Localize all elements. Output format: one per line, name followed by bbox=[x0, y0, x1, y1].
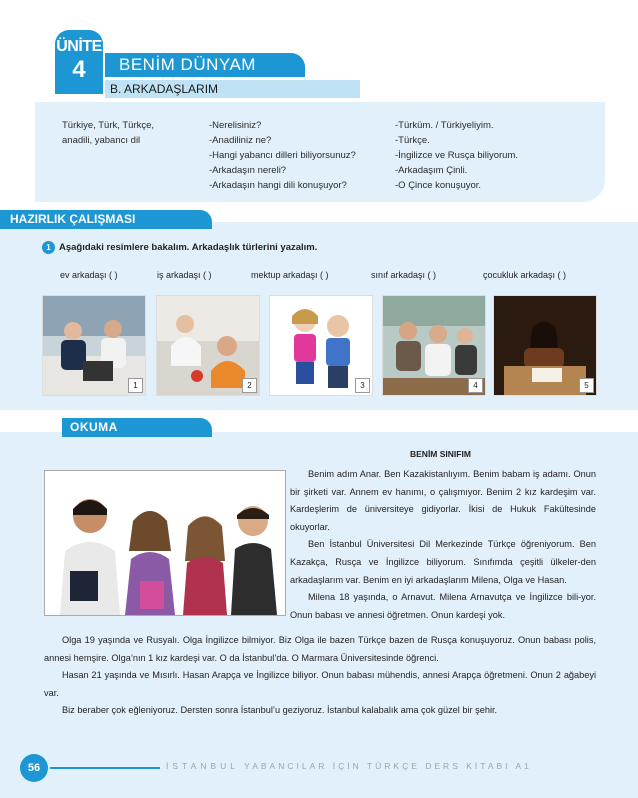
paragraph-anar-intro: Benim adım Anar. Ben Kazakistanlıyım. Benim babam iş adamı. Onun bir şirketi var. Annem ev hanımı, o çalışmıyor. Benim 2 kız kardeşim var. Kardeşlerim de üniversiteye gidiyorlar. İkisi de Hukuk Fakültesinde okuyorlar. bbox=[290, 469, 596, 532]
paragraph-olga: Olga 19 yaşında ve Rusyalı. Olga İngilizce bilmiyor. Biz Olga ile bazen Türkçe bazen de Rusça konuşuyoruz. Onun babası polis, annesi hemşire. Olga’nın 1 kız kardeşi var. O da İstanbul’da. O Marmara Üniversitesinde öğrenci. bbox=[44, 635, 596, 663]
photo-classmates bbox=[382, 295, 486, 396]
answer-column bbox=[395, 118, 518, 193]
answer-line: -Türkçe. bbox=[395, 135, 430, 146]
vocab-line: Türkiye, Türk, Türkçe, bbox=[62, 120, 155, 131]
paragraph-hasan: Hasan 21 yaşında ve Mısırlı. Hasan Arapça ve İngilizce biliyor. Onun babası mühendis, annesi Arapça öğretmeni. Onun 2 ağabeyi var. bbox=[44, 670, 596, 698]
question-line: -Arkadaşın nereli? bbox=[209, 165, 287, 176]
footer-divider bbox=[50, 767, 160, 769]
option-sinif-arkadasi: sınıf arkadaşı ( ) bbox=[371, 270, 437, 280]
unit-number: 4 bbox=[72, 56, 86, 83]
subsection-title: B. ARKADAŞLARIM bbox=[105, 80, 360, 98]
option-ev-arkadasi: ev arkadaşı ( ) bbox=[60, 270, 118, 280]
unit-badge bbox=[55, 30, 103, 94]
reading-title: BENİM SINIFIM bbox=[410, 449, 471, 459]
reading-full-column bbox=[44, 632, 596, 720]
footer-book-title bbox=[166, 761, 532, 771]
unit-word: ÜNİTE bbox=[56, 38, 102, 55]
photo-children bbox=[269, 295, 373, 396]
question-line: -Nerelisiniz? bbox=[209, 120, 262, 131]
answer-line: -İngilizce ve Rusça biliyorum. bbox=[395, 150, 519, 161]
photo-number: 4 bbox=[468, 378, 483, 393]
paragraph-language-school: Ben İstanbul Üniversitesi Dil Merkezinde Türkçe öğreniyorum. Ben Kazakça, Rusça ve İngilizce biliyorum. Sınıfımda çeşitli ülkeler-den arkadaşlarım var. Benim en iyi arkadaşlarım Milena, Olga ve Hasan. bbox=[290, 539, 596, 585]
answer-line: -O Çince konuşuyor. bbox=[395, 180, 482, 191]
question-line: -Hangi yabancı dilleri biliyorsunuz? bbox=[209, 150, 356, 161]
warmup-title: HAZIRLIK ÇALIŞMASI bbox=[0, 210, 212, 229]
question-line: -Arkadaşın hangi dili konuşuyor? bbox=[209, 180, 347, 191]
photo-number: 1 bbox=[128, 378, 143, 393]
reading-title-bar: OKUMA bbox=[62, 418, 212, 437]
photo-number: 2 bbox=[242, 378, 257, 393]
exercise-number: 1 bbox=[42, 241, 55, 254]
vocab-line: anadili, yabancı dil bbox=[62, 135, 141, 146]
reading-right-column bbox=[290, 466, 596, 624]
question-column bbox=[209, 118, 356, 193]
option-is-arkadasi: iş arkadaşı ( ) bbox=[157, 270, 212, 280]
vocabulary-column bbox=[62, 118, 154, 148]
photo-pen-pal bbox=[493, 295, 597, 396]
answer-line: -Arkadaşım Çinli. bbox=[395, 165, 468, 176]
exercise-instruction: Aşağıdaki resimlere bakalım. Arkadaşlık türlerini yazalım. bbox=[59, 242, 318, 253]
students-illustration bbox=[45, 471, 285, 615]
photo-roommates bbox=[156, 295, 260, 396]
paragraph-milena: Milena 18 yaşında, o Arnavut. Milena Arnavutça ve İngilizce bili-yor. Onun babası ve annesi öğretmen. Onun kardeşi yok. bbox=[290, 592, 596, 620]
paragraph-together: Biz beraber çok eğleniyoruz. Dersten sonra İstanbul’u geziyoruz. İstanbul kalabalık ama çok güzel bir şehir. bbox=[62, 705, 498, 716]
page-number: 56 bbox=[20, 754, 48, 782]
option-cocukluk-arkadasi: çocukluk arkadaşı ( ) bbox=[483, 270, 567, 280]
unit-title: BENİM DÜNYAM bbox=[105, 53, 305, 77]
photo-students-group bbox=[44, 470, 286, 616]
answer-line: -Türküm. / Türkiyeliyim. bbox=[395, 120, 494, 131]
option-mektup-arkadasi: mektup arkadaşı ( ) bbox=[251, 270, 329, 280]
footer-subtitle: YABANCILAR İÇİN TÜRKÇE DERS KİTABI A1 bbox=[244, 761, 532, 771]
footer-brand: İSTANBUL bbox=[166, 761, 239, 771]
photo-office-colleagues bbox=[42, 295, 146, 396]
photo-number: 5 bbox=[579, 378, 594, 393]
photo-number: 3 bbox=[355, 378, 370, 393]
question-line: -Anadiliniz ne? bbox=[209, 135, 272, 146]
